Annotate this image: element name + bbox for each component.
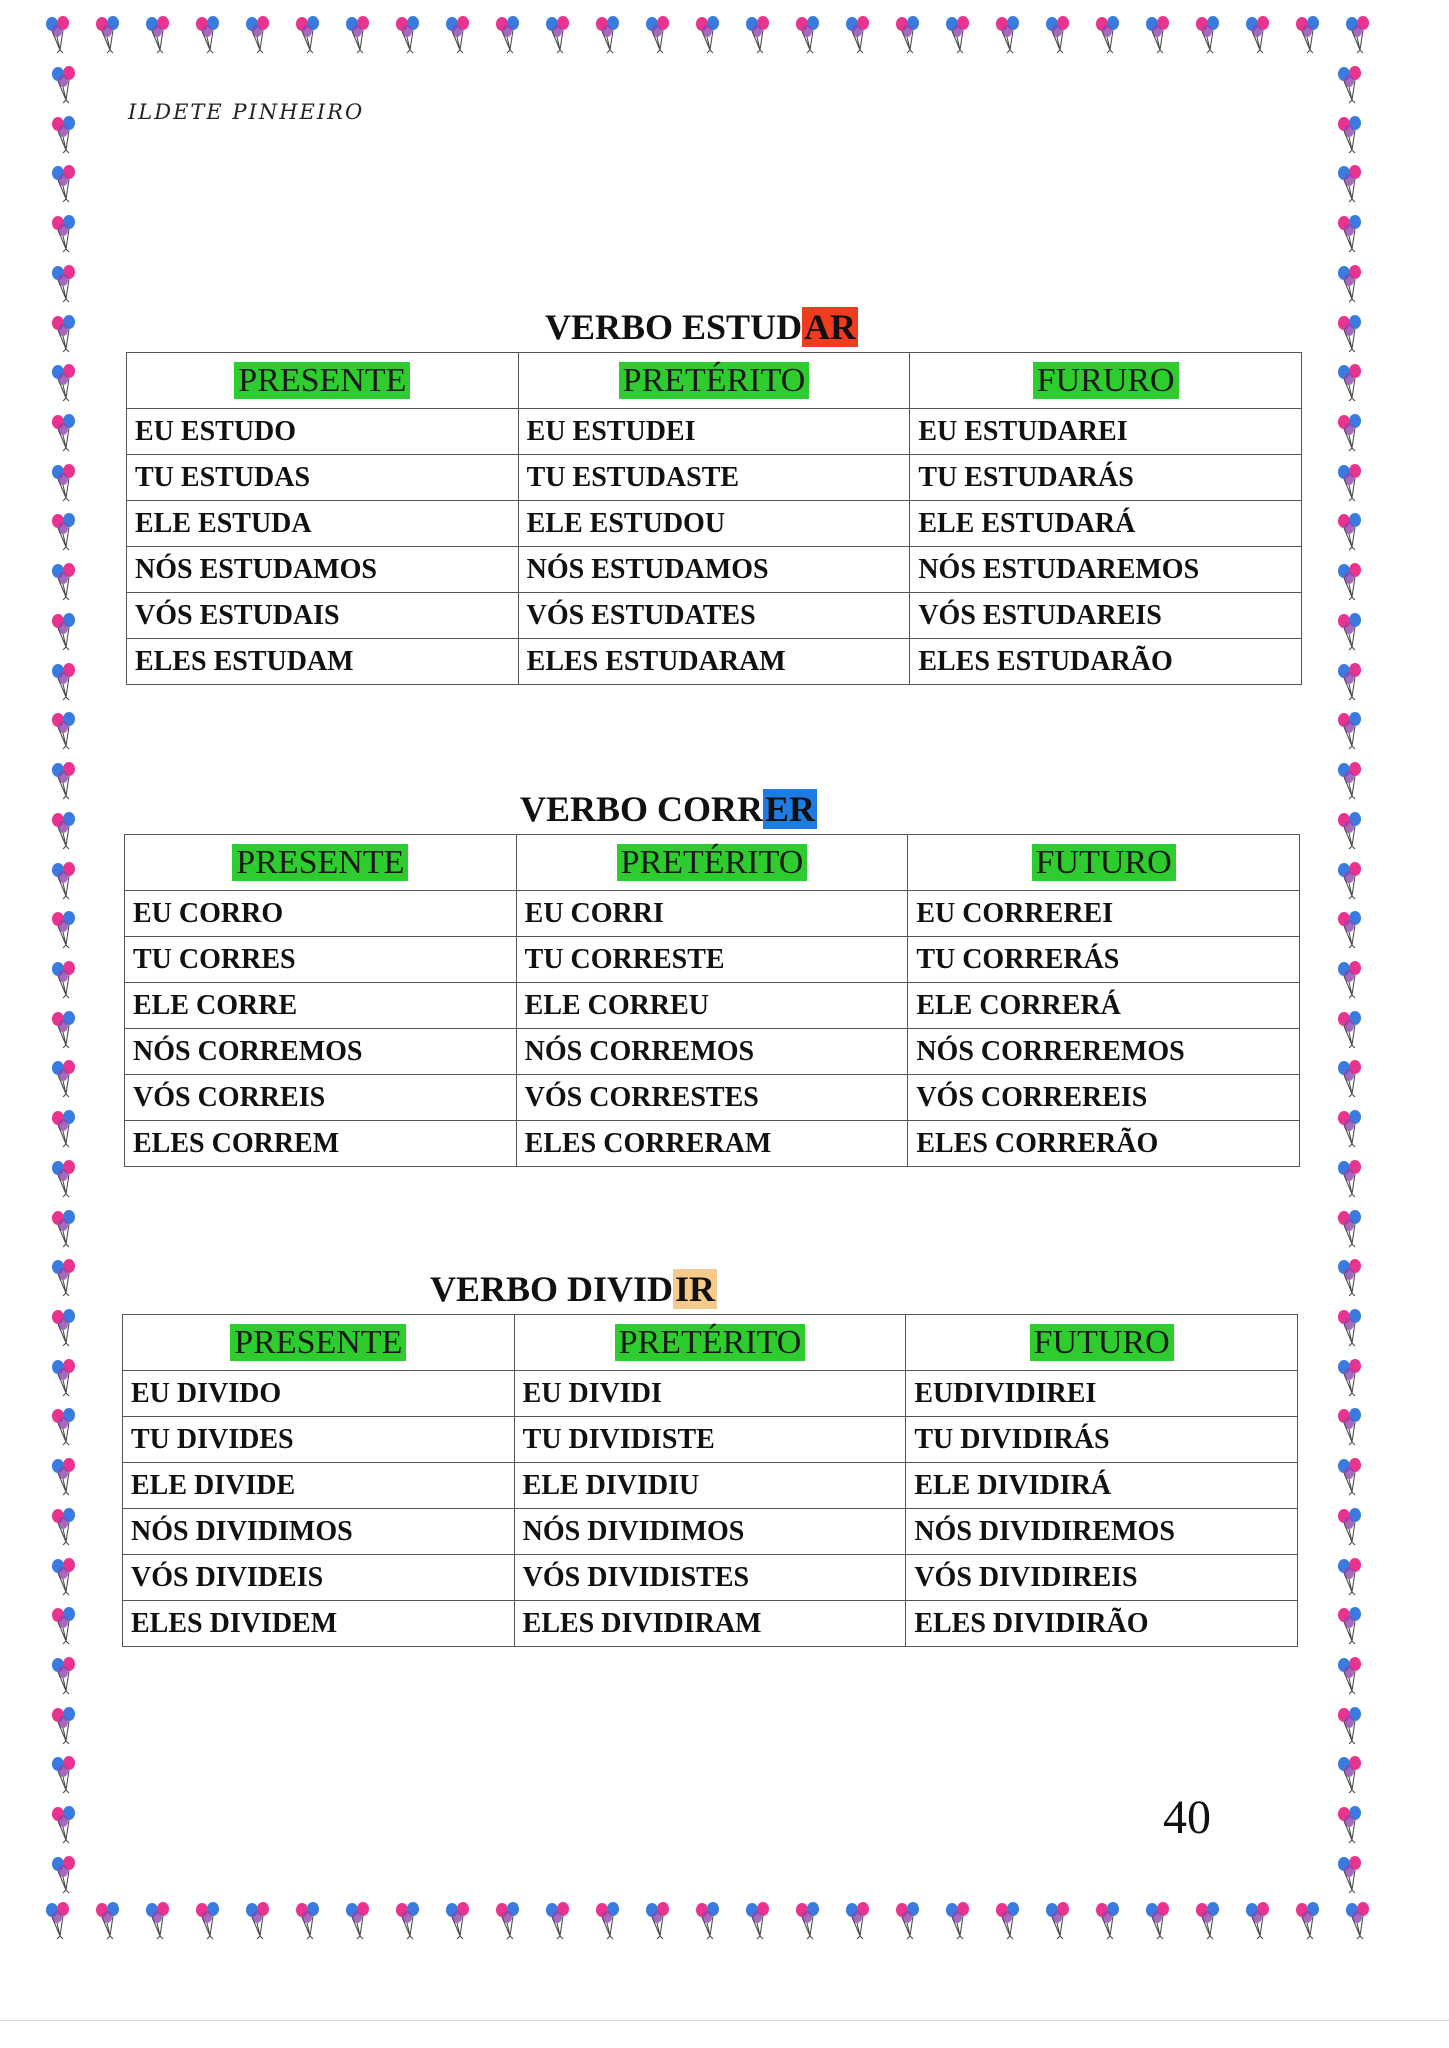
balloons-icon (44, 909, 84, 949)
page-number: 40 (1163, 1791, 1211, 1844)
conjugation-cell: VÓS ESTUDAREIS (910, 593, 1302, 639)
balloons-icon (688, 1900, 728, 1940)
conjugation-cell: ELES CORREM (125, 1121, 517, 1167)
balloons-icon (44, 114, 84, 154)
conjugation-cell: VÓS DIVIDEIS (123, 1555, 515, 1601)
balloons-icon (888, 1900, 928, 1940)
tense-label: PRESENTE (232, 844, 408, 881)
balloons-icon (288, 14, 328, 54)
tense-label: PRETÉRITO (619, 362, 810, 399)
balloons-icon (44, 1158, 84, 1198)
balloons-icon (238, 1900, 278, 1940)
author-name: ILDETE PINHEIRO (128, 100, 365, 124)
conjugation-cell: TU CORRERÁS (908, 937, 1300, 983)
conjugation-cell: TU ESTUDAS (127, 455, 519, 501)
balloons-icon (1330, 263, 1370, 303)
balloons-icon (44, 213, 84, 253)
balloons-icon (44, 1854, 84, 1894)
conjugation-cell: ELES DIVIDIRAM (514, 1601, 906, 1647)
balloons-icon (988, 14, 1028, 54)
balloons-icon (1038, 1900, 1078, 1940)
balloons-icon (1188, 1900, 1228, 1940)
conjugation-row (127, 593, 1302, 639)
balloons-icon (1330, 1357, 1370, 1397)
conjugation-cell: ELES ESTUDARÃO (910, 639, 1302, 685)
balloons-icon (638, 14, 678, 54)
balloons-icon (1088, 1900, 1128, 1940)
balloons-icon (288, 1900, 328, 1940)
balloons-icon (188, 1900, 228, 1940)
conjugation-cell: NÓS ESTUDAMOS (127, 547, 519, 593)
balloons-icon (44, 412, 84, 452)
balloons-icon (1330, 959, 1370, 999)
conjugation-cell: EU ESTUDEI (518, 409, 910, 455)
conjugation-row (125, 1029, 1300, 1075)
balloons-icon (44, 1705, 84, 1745)
balloons-icon (44, 1108, 84, 1148)
verb-title (520, 786, 817, 832)
balloons-icon (138, 14, 178, 54)
balloons-icon (1188, 14, 1228, 54)
conjugation-cell: EU DIVIDO (123, 1371, 515, 1417)
verb-title-stem: VERBO DIVID (430, 1269, 674, 1309)
balloons-icon (44, 661, 84, 701)
balloons-icon (1330, 213, 1370, 253)
balloons-icon (1330, 1257, 1370, 1297)
balloons-icon (588, 14, 628, 54)
conjugation-row (125, 891, 1300, 937)
balloons-icon (44, 1655, 84, 1695)
balloons-icon (44, 710, 84, 750)
conjugation-table (126, 352, 1302, 685)
balloons-icon (44, 1357, 84, 1397)
balloons-icon (488, 1900, 528, 1940)
conjugation-cell: ELE ESTUDARÁ (910, 501, 1302, 547)
balloons-icon (44, 1556, 84, 1596)
conjugation-cell: EU DIVIDI (514, 1371, 906, 1417)
balloons-icon (38, 14, 78, 54)
balloons-icon (44, 1058, 84, 1098)
tense-header (906, 1315, 1298, 1371)
balloons-icon (538, 1900, 578, 1940)
tense-header (516, 835, 908, 891)
conjugation-row (123, 1509, 1298, 1555)
conjugation-row (123, 1601, 1298, 1647)
balloons-icon (1330, 64, 1370, 104)
balloons-icon (1330, 511, 1370, 551)
conjugation-cell: TU DIVIDISTE (514, 1417, 906, 1463)
conjugation-cell: ELE DIVIDE (123, 1463, 515, 1509)
balloons-icon (1330, 1108, 1370, 1148)
conjugation-cell: NÓS ESTUDAMOS (518, 547, 910, 593)
balloons-icon (44, 1506, 84, 1546)
conjugation-cell: VÓS ESTUDATES (518, 593, 910, 639)
balloons-icon (1330, 710, 1370, 750)
balloons-icon (438, 1900, 478, 1940)
conjugation-cell: TU CORRESTE (516, 937, 908, 983)
balloons-icon (44, 511, 84, 551)
tense-label: PRETÉRITO (617, 844, 808, 881)
balloons-icon (1038, 14, 1078, 54)
conjugation-row (127, 455, 1302, 501)
verb-title-stem: VERBO CORR (520, 789, 764, 829)
balloons-icon (44, 263, 84, 303)
balloons-icon (88, 1900, 128, 1940)
conjugation-row (123, 1555, 1298, 1601)
conjugation-cell: NÓS CORREMOS (516, 1029, 908, 1075)
balloons-icon (44, 1208, 84, 1248)
balloon-border-left (44, 64, 84, 1894)
conjugation-cell: ELE CORREU (516, 983, 908, 1029)
tense-label: PRESENTE (230, 1324, 406, 1361)
balloons-icon (888, 14, 928, 54)
balloons-icon (1238, 1900, 1278, 1940)
balloons-icon (44, 1307, 84, 1347)
conjugation-cell: NÓS CORREREMOS (908, 1029, 1300, 1075)
balloons-icon (1330, 810, 1370, 850)
conjugation-cell: NÓS DIVIDIMOS (123, 1509, 515, 1555)
balloons-icon (738, 1900, 778, 1940)
conjugation-cell: ELE ESTUDA (127, 501, 519, 547)
balloons-icon (38, 1900, 78, 1940)
balloons-icon (1330, 412, 1370, 452)
balloons-icon (1330, 1208, 1370, 1248)
conjugation-row (123, 1371, 1298, 1417)
verb-ending-highlight: ER (765, 789, 816, 829)
balloons-icon (338, 14, 378, 54)
tense-header-row (123, 1315, 1298, 1371)
conjugation-cell: ELES CORRERAM (516, 1121, 908, 1167)
balloons-icon (44, 163, 84, 203)
balloons-icon (388, 1900, 428, 1940)
balloons-icon (1338, 1900, 1378, 1940)
balloons-icon (1138, 1900, 1178, 1940)
balloons-icon (938, 1900, 978, 1940)
conjugation-cell: ELES ESTUDARAM (518, 639, 910, 685)
balloons-icon (688, 14, 728, 54)
balloons-icon (638, 1900, 678, 1940)
balloons-icon (44, 561, 84, 601)
balloons-icon (388, 14, 428, 54)
conjugation-cell: EU ESTUDAREI (910, 409, 1302, 455)
conjugation-cell: ELE DIVIDIU (514, 1463, 906, 1509)
tense-header-row (127, 353, 1302, 409)
balloons-icon (1330, 611, 1370, 651)
balloons-icon (938, 14, 978, 54)
balloons-icon (1330, 1009, 1370, 1049)
conjugation-row (125, 937, 1300, 983)
balloons-icon (44, 959, 84, 999)
balloons-icon (44, 860, 84, 900)
balloon-border-top (38, 14, 1378, 54)
balloons-icon (44, 64, 84, 104)
balloons-icon (1330, 1307, 1370, 1347)
tense-label: FUTURO (1032, 844, 1176, 881)
verb-ending-highlight: IR (675, 1269, 716, 1309)
balloons-icon (1330, 1854, 1370, 1894)
conjugation-cell: TU DIVIDIRÁS (906, 1417, 1298, 1463)
balloons-icon (1330, 1655, 1370, 1695)
conjugation-cell: TU DIVIDES (123, 1417, 515, 1463)
conjugation-cell: ELE CORRE (125, 983, 517, 1029)
verb-title-stem: VERBO ESTUD (545, 307, 803, 347)
scan-edge-line (0, 2020, 1449, 2021)
verb-title (545, 304, 858, 350)
balloons-icon (44, 611, 84, 651)
conjugation-row (125, 1121, 1300, 1167)
conjugation-cell: NÓS DIVIDIREMOS (906, 1509, 1298, 1555)
balloons-icon (1238, 14, 1278, 54)
conjugation-cell: TU ESTUDASTE (518, 455, 910, 501)
conjugation-cell: ELES DIVIDIRÃO (906, 1601, 1298, 1647)
balloons-icon (1330, 1605, 1370, 1645)
balloons-icon (1330, 1456, 1370, 1496)
tense-header (123, 1315, 515, 1371)
conjugation-cell: ELES CORRERÃO (908, 1121, 1300, 1167)
balloons-icon (538, 14, 578, 54)
conjugation-cell: ELES ESTUDAM (127, 639, 519, 685)
balloons-icon (138, 1900, 178, 1940)
conjugation-row (123, 1417, 1298, 1463)
balloons-icon (1330, 561, 1370, 601)
balloons-icon (1288, 1900, 1328, 1940)
conjugation-cell: VÓS DIVIDIREIS (906, 1555, 1298, 1601)
conjugation-cell: VÓS DIVIDISTES (514, 1555, 906, 1601)
balloons-icon (788, 14, 828, 54)
conjugation-row (127, 409, 1302, 455)
balloons-icon (1330, 362, 1370, 402)
conjugation-cell: TU CORRES (125, 937, 517, 983)
balloons-icon (1138, 14, 1178, 54)
balloons-icon (1088, 14, 1128, 54)
tense-label: FURURO (1033, 362, 1179, 399)
balloons-icon (1330, 1406, 1370, 1446)
tense-label: FUTURO (1030, 1324, 1174, 1361)
tense-header (514, 1315, 906, 1371)
balloons-icon (1330, 760, 1370, 800)
balloons-icon (1330, 1705, 1370, 1745)
balloons-icon (1330, 1754, 1370, 1794)
verb-title (430, 1266, 717, 1312)
conjugation-cell: VÓS CORREREIS (908, 1075, 1300, 1121)
conjugation-cell: EU CORRO (125, 891, 517, 937)
tense-header-row (125, 835, 1300, 891)
conjugation-table (124, 834, 1300, 1167)
balloons-icon (44, 313, 84, 353)
tense-header (127, 353, 519, 409)
balloons-icon (838, 14, 878, 54)
conjugation-cell: NÓS DIVIDIMOS (514, 1509, 906, 1555)
balloons-icon (188, 14, 228, 54)
conjugation-cell: ELES DIVIDEM (123, 1601, 515, 1647)
conjugation-row (125, 983, 1300, 1029)
balloon-border-right (1330, 64, 1370, 1894)
balloons-icon (1330, 860, 1370, 900)
balloons-icon (1330, 462, 1370, 502)
conjugation-cell: EUDIVIDIREI (906, 1371, 1298, 1417)
tense-header (910, 353, 1302, 409)
balloons-icon (488, 14, 528, 54)
conjugation-row (125, 1075, 1300, 1121)
balloons-icon (1330, 114, 1370, 154)
balloons-icon (88, 14, 128, 54)
tense-header (125, 835, 517, 891)
balloons-icon (588, 1900, 628, 1940)
conjugation-cell: VÓS ESTUDAIS (127, 593, 519, 639)
conjugation-cell: VÓS CORREIS (125, 1075, 517, 1121)
balloons-icon (44, 810, 84, 850)
balloon-border-bottom (38, 1900, 1378, 1940)
balloons-icon (44, 1456, 84, 1496)
balloons-icon (44, 1804, 84, 1844)
conjugation-cell: ELE CORRERÁ (908, 983, 1300, 1029)
balloons-icon (838, 1900, 878, 1940)
balloons-icon (1330, 313, 1370, 353)
balloons-icon (738, 14, 778, 54)
conjugation-row (127, 501, 1302, 547)
balloons-icon (44, 1009, 84, 1049)
balloons-icon (1338, 14, 1378, 54)
balloons-icon (788, 1900, 828, 1940)
conjugation-cell: TU ESTUDARÁS (910, 455, 1302, 501)
balloons-icon (1330, 661, 1370, 701)
balloons-icon (438, 14, 478, 54)
conjugation-cell: VÓS CORRESTES (516, 1075, 908, 1121)
balloons-icon (44, 1257, 84, 1297)
balloons-icon (1288, 14, 1328, 54)
balloons-icon (1330, 1058, 1370, 1098)
conjugation-cell: ELE ESTUDOU (518, 501, 910, 547)
conjugation-row (127, 639, 1302, 685)
balloons-icon (1330, 163, 1370, 203)
conjugation-cell: NÓS ESTUDAREMOS (910, 547, 1302, 593)
balloons-icon (1330, 1158, 1370, 1198)
balloons-icon (988, 1900, 1028, 1940)
balloons-icon (1330, 1804, 1370, 1844)
tense-label: PRETÉRITO (615, 1324, 806, 1361)
balloons-icon (44, 1754, 84, 1794)
balloons-icon (44, 462, 84, 502)
conjugation-cell: NÓS CORREMOS (125, 1029, 517, 1075)
balloons-icon (338, 1900, 378, 1940)
conjugation-cell: EU CORRI (516, 891, 908, 937)
tense-header (518, 353, 910, 409)
balloons-icon (44, 760, 84, 800)
tense-label: PRESENTE (234, 362, 410, 399)
conjugation-row (123, 1463, 1298, 1509)
balloons-icon (44, 1605, 84, 1645)
conjugation-cell: ELE DIVIDIRÁ (906, 1463, 1298, 1509)
balloons-icon (1330, 909, 1370, 949)
tense-header (908, 835, 1300, 891)
conjugation-table (122, 1314, 1298, 1647)
conjugation-cell: EU ESTUDO (127, 409, 519, 455)
conjugation-row (127, 547, 1302, 593)
balloons-icon (44, 362, 84, 402)
verb-ending-highlight: AR (804, 307, 857, 347)
balloons-icon (238, 14, 278, 54)
conjugation-cell: EU CORREREI (908, 891, 1300, 937)
balloons-icon (44, 1406, 84, 1446)
balloons-icon (1330, 1556, 1370, 1596)
balloons-icon (1330, 1506, 1370, 1546)
